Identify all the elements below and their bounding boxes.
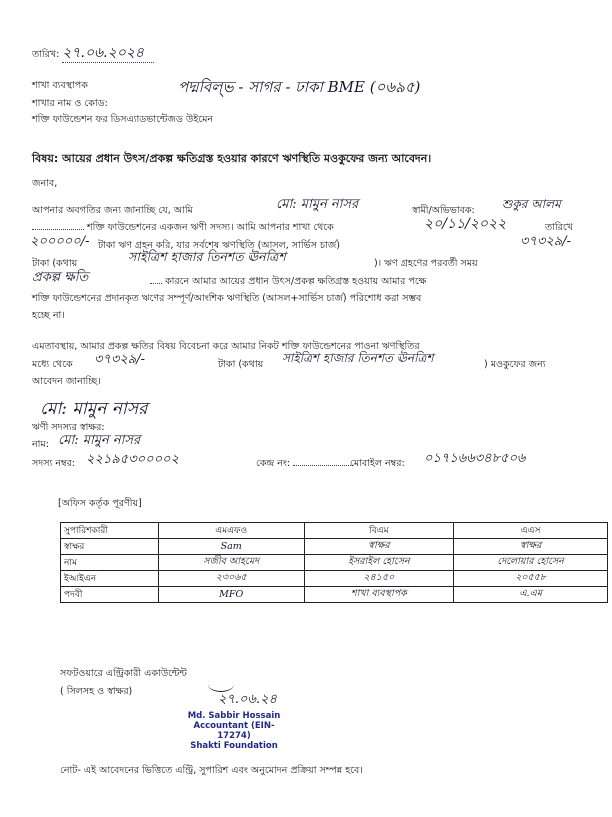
row-label: পদবী bbox=[61, 587, 159, 603]
member-signature: মো: মামুন নাসর bbox=[40, 399, 148, 419]
balance-handwriting: ৩৭৩২৯/- bbox=[520, 234, 572, 249]
para1-text-h bbox=[150, 276, 426, 287]
bm-name: ইসরাইল হোসেন bbox=[304, 555, 454, 571]
seal-line-name: Md. Sabbir Hossain bbox=[187, 711, 281, 721]
member-sign-label: ঋণী সদস্যর স্বাক্ষর: bbox=[32, 422, 105, 433]
member-name-handwriting: মো: মামুন নাসর bbox=[276, 197, 359, 212]
guardian-label: স্বামী/অভিভাবক: bbox=[412, 205, 475, 216]
date-value: ২৭.০৬.২০২৪ bbox=[62, 45, 154, 63]
accountant-title: সফটওয়ারে এন্ট্রিকারী একাউন্টেন্ট bbox=[60, 668, 187, 679]
para1-text-f: টাকা (কথায় bbox=[32, 258, 78, 269]
guardian-handwriting: শুকুর আলম bbox=[502, 197, 561, 211]
row-label: নাম bbox=[61, 555, 159, 571]
para2-text-a: এমতাবস্থায়, আমার প্রকল্প ক্ষতির বিষয় বিবেচনা করে আমার নিকট শক্তি ফাউন্ডেশনের পাওনা ঋণস্থিতির bbox=[32, 341, 420, 352]
office-name-row bbox=[61, 555, 608, 571]
mfo-signature: Sam bbox=[158, 539, 304, 555]
para1-text-d: তারিখে bbox=[545, 222, 573, 233]
header-cell: এএস bbox=[454, 523, 608, 539]
member-number-label: সদস্য নম্বর: bbox=[32, 458, 76, 469]
bm-signature: স্বাক্ষর bbox=[304, 539, 454, 555]
office-table bbox=[60, 522, 608, 603]
recipient-title: শাখা ব্যবস্থাপক bbox=[32, 80, 88, 91]
para1-text-c: শক্তি ফাউন্ডেশনের একজন ঋণী সদস্য। আমি আপনার শাখা থেকে bbox=[87, 222, 334, 233]
as-ein: ২০৫৫৮ bbox=[454, 571, 608, 587]
reason-handwriting: প্রকল্প ক্ষতি bbox=[32, 270, 89, 285]
loan-date-handwriting: ২০/১১/২০২২ bbox=[424, 216, 507, 232]
header-cell: এমএফও bbox=[158, 523, 304, 539]
office-label: [অফিস কর্তৃক পূরণীয়] bbox=[58, 498, 142, 509]
header-cell: বিএম bbox=[304, 523, 454, 539]
waiver-amount-handwriting: ৩৭৩২৯/- bbox=[94, 352, 146, 367]
accountant-signature-mark bbox=[208, 677, 234, 692]
office-designation-row bbox=[61, 587, 608, 603]
bm-ein: ২৪১৫০ bbox=[304, 571, 454, 587]
as-signature: স্বাক্ষর bbox=[454, 539, 608, 555]
branch-handwriting: পদ্মবিল্ভ - সাগর - ঢাকা BME (০৬৯৫) bbox=[178, 78, 421, 96]
mfo-name: সজীব আহমেদ bbox=[158, 555, 304, 571]
mfo-ein: ২৩০৬৫ bbox=[158, 571, 304, 587]
para2-text-d: ) মওকুফের জন্য bbox=[484, 359, 546, 370]
office-signature-row bbox=[61, 539, 608, 555]
para1-text-g: )। ঋণ গ্রহণের পরবর্তী সময় bbox=[374, 258, 478, 269]
para1-line1 bbox=[32, 205, 193, 216]
accountant-sign-date: ২৭.০৬.২৪ bbox=[218, 692, 277, 707]
para1-text-i: শক্তি ফাউন্ডেশনের প্রদানকৃত ঋণের সম্পূর্ণ/আংশিক ঋণস্থিতি (আসল+সার্ভিস চার্জ) পরিশোধ করা সম্ভব bbox=[32, 293, 422, 304]
mfo-designation: MFO bbox=[158, 587, 304, 603]
as-designation: এ.এম bbox=[454, 587, 608, 603]
member-name-value: মো: মামুন নাসর bbox=[58, 433, 141, 448]
member-number-value: ২২১৯৫৩০০০০২ bbox=[86, 452, 179, 467]
row-label: স্বাক্ষর bbox=[61, 539, 159, 555]
subject-line: বিষয়: আয়ের প্রধান উৎস/প্রকল্প ক্ষতিগ্রস্ত হওয়ার কারণে ঋণস্থিতি মওকুফের জন্য আবেদন। bbox=[32, 152, 432, 165]
para1-text-e: টাকা ঋণ গ্রহন করি, যার সর্বশেষ ঋণস্থিতি (আসল, সার্ভিস চার্জ) bbox=[98, 240, 340, 251]
branch-label: শাখার নাম ও কোড: bbox=[32, 98, 108, 109]
header-cell: সুপারিশকারী bbox=[61, 523, 159, 539]
para1-text-a: আপনার অবগতির জন্য জানাচ্ছি যে, আমি bbox=[32, 205, 193, 216]
salutation: জনাব, bbox=[32, 178, 58, 189]
mobile-label: মোবাইল নম্বর: bbox=[350, 458, 405, 469]
para2-text-e: আবেদন জানাচ্ছি। bbox=[32, 376, 101, 387]
accountant-seal-label: ( সিলসহ ও স্বাক্ষর) bbox=[60, 686, 133, 697]
date-label: তারিখ: bbox=[32, 49, 60, 60]
office-ein-row bbox=[61, 571, 608, 587]
center-row bbox=[256, 458, 353, 469]
waiver-words-handwriting: সাইত্রিশ হাজার তিনশত ঊনত্রিশ bbox=[282, 351, 434, 365]
accountant-seal bbox=[178, 711, 290, 751]
office-header-row bbox=[61, 523, 608, 539]
bm-designation: শাখা ব্যবস্থাপক bbox=[304, 587, 454, 603]
para2-text-c: টাকা (কথায় bbox=[218, 359, 264, 370]
as-name: দেলোয়ার হোসেন bbox=[454, 555, 608, 571]
organization-name: শক্তি ফাউন্ডেশন ফর ডিসএ্যাডভান্টেজড উইমেন bbox=[32, 114, 214, 125]
footer-note: নোট- এই আবেদনের ভিত্তিতে এন্ট্রি, সুপারিশ এবং অনুমোদন প্রক্রিয়া সম্পন্ন হবে। bbox=[60, 765, 363, 776]
mobile-value: ০১৭১৬৬৩৪৮৫০৬ bbox=[424, 451, 526, 466]
loan-amount-handwriting: ২০০০০০/- bbox=[30, 234, 90, 249]
date-row bbox=[32, 45, 154, 63]
member-name-label: নাম: bbox=[32, 439, 49, 450]
para1-text-j: হচ্ছে না। bbox=[32, 310, 65, 321]
branch-row bbox=[32, 98, 108, 109]
para1-text-h-inner: কারনে আমার আয়ের প্রধান উৎস/প্রকল্প ক্ষতিগ্রস্ত হওয়ায় আমার পক্ষে bbox=[165, 276, 427, 287]
row-label: ইআইএন bbox=[61, 571, 159, 587]
center-label: কেন্দ্র নং: bbox=[256, 458, 291, 469]
seal-line-role: Accountant (EIN-17274) bbox=[193, 721, 275, 741]
para2-text-b: মধ্যে থেকে bbox=[32, 359, 73, 370]
seal-line-org: Shakti Foundation bbox=[190, 741, 278, 751]
balance-words-handwriting: সাইত্রিশ হাজার তিনশত ঊনত্রিশ bbox=[128, 249, 286, 264]
